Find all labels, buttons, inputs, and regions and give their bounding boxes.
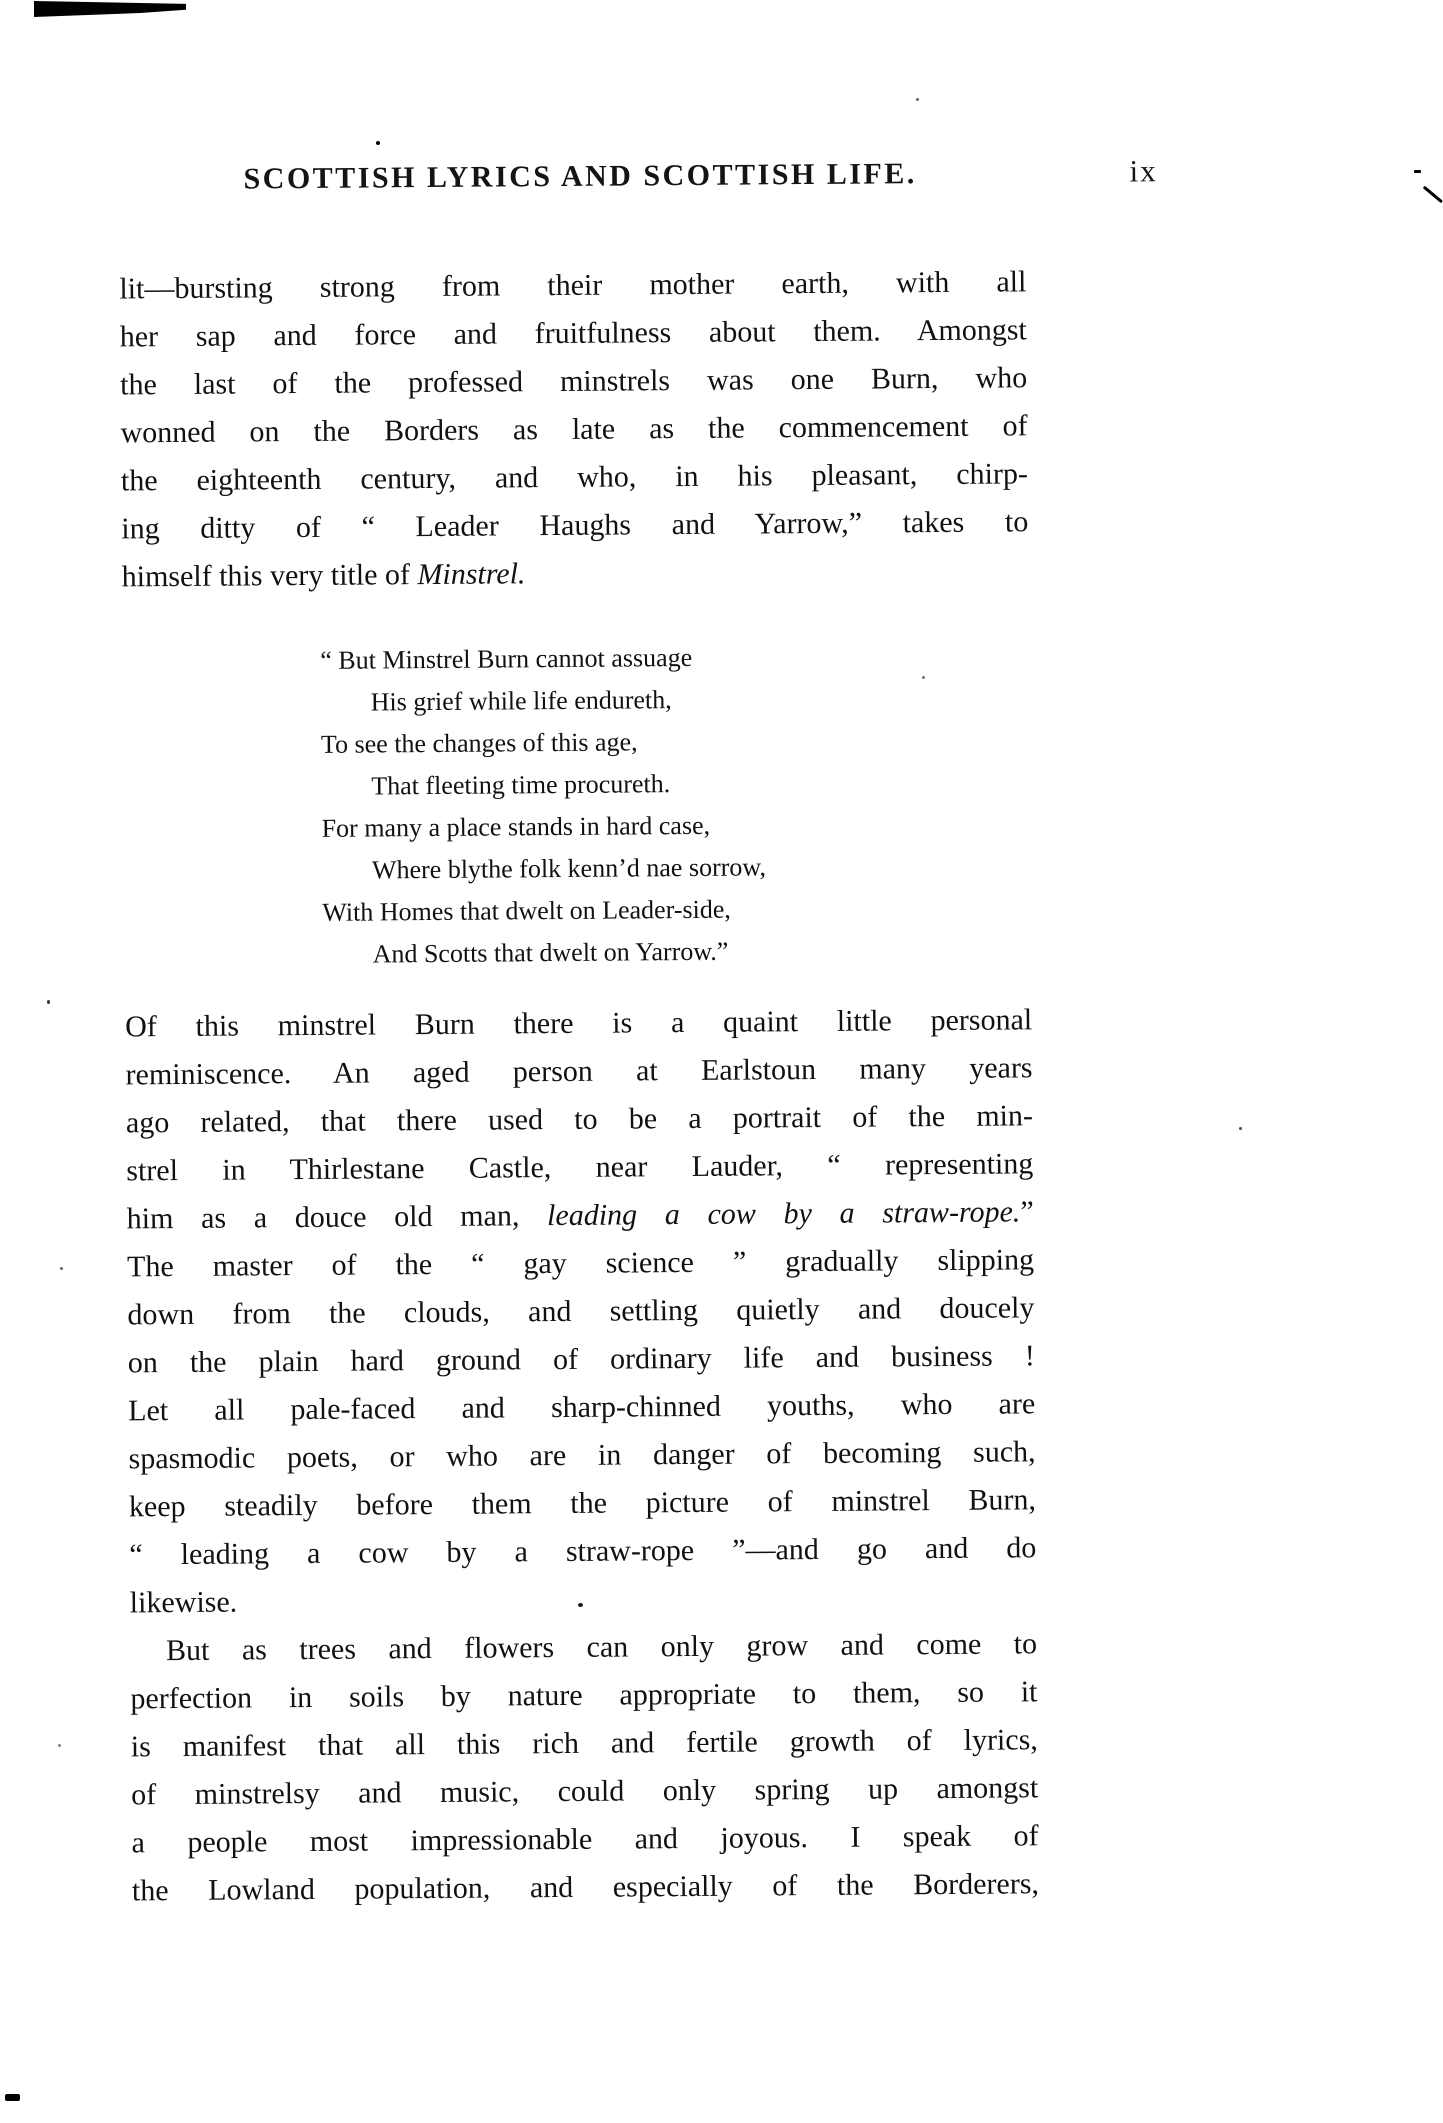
text-line (372, 844, 1031, 891)
text-segment: With Homes that dwelt on Leader-side, (322, 894, 731, 927)
text-line (119, 258, 1026, 313)
text-line (129, 1524, 1036, 1579)
text-line (128, 1332, 1035, 1387)
text-line (120, 354, 1027, 409)
text-line (121, 450, 1028, 505)
text-segment: “ But Minstrel Burn cannot assuage (320, 642, 693, 675)
text-line (372, 928, 1031, 975)
text-segment: the Lowland population, and especially of the Borderers, (131, 1867, 1040, 1908)
text-line (320, 634, 1029, 682)
text-segment: reminiscence. An aged person at Earlstoun many years (125, 1051, 1033, 1092)
text-line (125, 1044, 1032, 1099)
text-segment: down from the clouds, and settling quietly and doucely (127, 1291, 1035, 1332)
text-segment: For many a place stands in hard case, (321, 810, 711, 843)
text-line (132, 1860, 1039, 1915)
italic-text: Minstrel. (417, 557, 526, 592)
text-segment: ago related, that there used to be a portrait of the min- (125, 1099, 1034, 1140)
text-line (126, 1092, 1033, 1147)
text-line (130, 1668, 1037, 1723)
text-segment: wonned on the Borders as late as the commencement of (120, 409, 1028, 450)
text-line (130, 1572, 1037, 1627)
text-line (322, 886, 1031, 934)
text-line (125, 996, 1032, 1051)
text-segment: him as a douce old man, (126, 1199, 548, 1236)
italic-text: leading a cow by a straw-rope. (546, 1195, 1021, 1233)
verse-minstrel-burn-quote (122, 634, 1032, 977)
text-segment: But as trees and flowers can only grow and come to (165, 1627, 1038, 1668)
text-segment: “ leading a cow by a straw-rope ”—and go and do (129, 1531, 1037, 1572)
text-segment: Let all pale-faced and sharp-chinned youths, who are (128, 1387, 1036, 1428)
text-line (120, 402, 1027, 457)
text-line (129, 1476, 1036, 1531)
text-line (321, 802, 1030, 850)
text-line (120, 306, 1027, 361)
text-line (127, 1284, 1034, 1339)
text-line (127, 1236, 1034, 1291)
text-segment: To see the changes of this age, (320, 727, 638, 759)
text-segment: himself this very title of (121, 558, 418, 594)
page-number: ix (1129, 153, 1158, 189)
text-segment: perfection in soils by nature appropriate to them, so it (130, 1675, 1038, 1716)
text-segment: ” (1020, 1195, 1034, 1229)
text-line (128, 1380, 1035, 1435)
text-segment: The master of the “ gay science ” gradually slipping (126, 1243, 1035, 1284)
text-segment: strel in Thirlestane Castle, near Lauder, “ representing (126, 1147, 1034, 1188)
text-segment: lit—bursting strong from their mother earth, with all (119, 265, 1027, 306)
text-segment: keep steadily before them the picture of minstrel Burn, (128, 1483, 1037, 1524)
text-segment: ing ditty of “ Leader Haughs and Yarrow,” takes to (121, 505, 1029, 546)
text-line (130, 1620, 1037, 1675)
text-line (128, 1428, 1035, 1483)
text-segment: likewise. (129, 1585, 238, 1620)
text-line (127, 1188, 1034, 1243)
text-segment: His grief while life endureth, (370, 685, 672, 717)
text-line (321, 718, 1030, 766)
paragraph-reminiscence (125, 996, 1037, 1627)
text-segment: is manifest that all this rich and fertile growth of lyrics, (130, 1723, 1038, 1764)
text-segment: Where blythe folk kenn’d nae sorrow, (371, 852, 767, 885)
running-header-title: SCOTTISH LYRICS AND SCOTTISH LIFE. (243, 157, 917, 196)
text-segment: of minstrelsy and music, could only spring up amongst (131, 1771, 1039, 1812)
paragraph-trees-and-flowers (130, 1620, 1039, 1915)
text-segment: spasmodic poets, or who are in danger of becoming such, (128, 1435, 1036, 1476)
paragraph-minstrel-burn (119, 258, 1029, 601)
text-segment: on the plain hard ground of ordinary life and business ! (127, 1339, 1035, 1380)
text-segment: the eighteenth century, and who, in his pleasant, chirp- (120, 457, 1029, 498)
text-line (131, 1812, 1038, 1867)
text-line (131, 1716, 1038, 1771)
text-segment: her sap and force and fruitfulness about them. Amongst (119, 313, 1027, 354)
text-segment: the last of the professed minstrels was one Burn, who (120, 361, 1028, 402)
text-segment: And Scotts that dwelt on Yarrow.” (372, 936, 729, 969)
page-body (119, 258, 1039, 1915)
text-segment: That fleeting time procureth. (371, 769, 671, 801)
text-line (121, 546, 1028, 601)
text-segment: a people most impressionable and joyous. I speak of (131, 1819, 1039, 1860)
text-line (121, 498, 1028, 553)
text-line (370, 676, 1029, 723)
text-line (371, 760, 1030, 807)
text-line (131, 1764, 1038, 1819)
text-line (126, 1140, 1033, 1195)
text-segment: Of this minstrel Burn there is a quaint little personal (125, 1003, 1033, 1044)
